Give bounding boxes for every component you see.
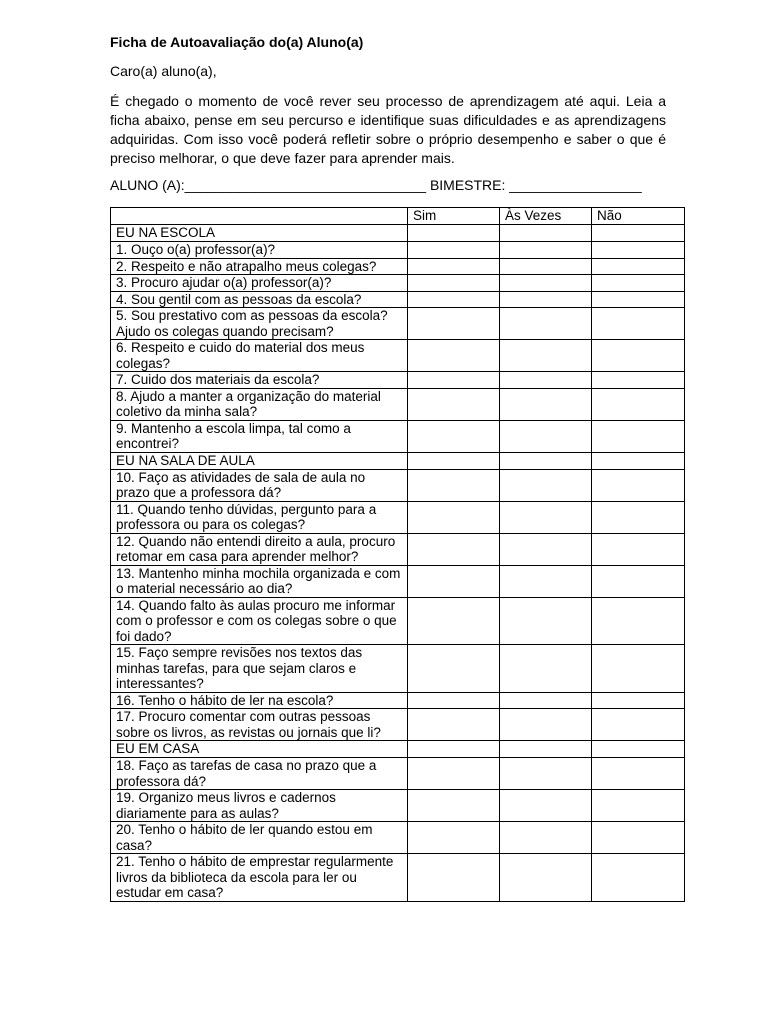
question-text: 11. Quando tenho dúvidas, pergunto para a professora ou para os colegas? [111,501,408,533]
answer-cell-sim[interactable] [408,822,500,854]
table-row [111,308,685,340]
answer-cell-nao[interactable] [592,565,685,597]
table-row [111,709,685,741]
answer-cell-sim[interactable] [408,709,500,741]
question-text: 9. Mantenho a escola limpa, tal como a encontrei? [111,420,408,452]
question-text: 4. Sou gentil com as pessoas da escola? [111,291,408,308]
table-row [111,597,685,645]
question-text: 21. Tenho o hábito de emprestar regularmente livros da biblioteca da escola para ler ou estudar em casa? [111,854,408,902]
answer-cell-as-vezes[interactable] [500,242,592,259]
answer-cell-sim[interactable] [408,469,500,501]
question-text: 13. Mantenho minha mochila organizada e com o material necessário ao dia? [111,565,408,597]
table-row [111,242,685,259]
question-text: 3. Procuro ajudar o(a) professor(a)? [111,275,408,292]
answer-cell-sim[interactable] [408,758,500,790]
answer-cell-as-vezes[interactable] [500,645,592,693]
answer-cell-sim[interactable] [408,308,500,340]
question-text: 2. Respeito e não atrapalho meus colegas? [111,258,408,275]
answer-cell-nao[interactable] [592,291,685,308]
answer-cell-sim[interactable] [408,692,500,709]
answer-cell-as-vezes[interactable] [500,692,592,709]
answer-cell-as-vezes[interactable] [500,741,592,758]
question-text: 17. Procuro comentar com outras pessoas sobre os livros, as revistas ou jornais que li? [111,709,408,741]
table-body [111,225,685,902]
answer-cell-nao[interactable] [592,854,685,902]
answer-cell-sim[interactable] [408,452,500,469]
table-row [111,501,685,533]
answer-cell-as-vezes[interactable] [500,597,592,645]
answer-cell-sim[interactable] [408,565,500,597]
answer-cell-sim[interactable] [408,645,500,693]
answer-cell-nao[interactable] [592,645,685,693]
answer-cell-nao[interactable] [592,758,685,790]
section-header-row [111,741,685,758]
question-text: 1. Ouço o(a) professor(a)? [111,242,408,259]
answer-cell-nao[interactable] [592,501,685,533]
answer-cell-as-vezes[interactable] [500,709,592,741]
answer-cell-nao[interactable] [592,692,685,709]
section-header-row [111,225,685,242]
table-row [111,275,685,292]
table-row [111,340,685,372]
document-title: Ficha de Autoavaliação do(a) Aluno(a) [110,34,364,50]
table-row [111,258,685,275]
table-row [111,388,685,420]
answer-cell-as-vezes[interactable] [500,565,592,597]
table-row [111,420,685,452]
answer-cell-as-vezes[interactable] [500,533,592,565]
answer-cell-nao[interactable] [592,533,685,565]
question-text: 12. Quando não entendi direito a aula, procuro retomar em casa para aprender melhor? [111,533,408,565]
table-row [111,758,685,790]
answer-cell-nao[interactable] [592,340,685,372]
question-text: 5. Sou prestativo com as pessoas da escola? Ajudo os colegas quando precisam? [111,308,408,340]
answer-cell-sim[interactable] [408,741,500,758]
header-sim: Sim [408,208,500,225]
question-text: 19. Organizo meus livros e cadernos diariamente para as aulas? [111,790,408,822]
table-row [111,565,685,597]
answer-cell-sim[interactable] [408,225,500,242]
answer-cell-as-vezes[interactable] [500,291,592,308]
header-nao: Não [592,208,685,225]
header-as-vezes: Às Vezes [500,208,592,225]
section-title: EU NA ESCOLA [111,225,408,242]
answer-cell-nao[interactable] [592,741,685,758]
answer-cell-sim[interactable] [408,340,500,372]
answer-cell-nao[interactable] [592,790,685,822]
question-text: 7. Cuido dos materiais da escola? [111,372,408,389]
answer-cell-as-vezes[interactable] [500,420,592,452]
section-title: EU NA SALA DE AULA [111,452,408,469]
table-row [111,854,685,902]
question-text: 14. Quando falto às aulas procuro me informar com o professor e com os colegas sobre o que foi dado? [111,597,408,645]
table-header-row [111,208,685,225]
answer-cell-sim[interactable] [408,790,500,822]
question-text: 6. Respeito e cuido do material dos meus colegas? [111,340,408,372]
answer-cell-as-vezes[interactable] [500,258,592,275]
answer-cell-sim[interactable] [408,501,500,533]
table-row [111,790,685,822]
header-question-cell [111,208,408,225]
answer-cell-as-vezes[interactable] [500,501,592,533]
question-text: 8. Ajudo a manter a organização do material coletivo da minha sala? [111,388,408,420]
answer-cell-as-vezes[interactable] [500,452,592,469]
answer-cell-nao[interactable] [592,372,685,389]
greeting: Caro(a) aluno(a), [110,63,217,79]
answer-cell-as-vezes[interactable] [500,308,592,340]
intro-paragraph: É chegado o momento de você rever seu processo de aprendizagem até aqui. Leia a ficha abaixo, pense em seu percurso e identifique suas dificuldades e as aprendizagens adquiridas. Com isso você poderá refletir sobre o próprio desempenho e saber o que é preciso melhorar, o que deve fazer para aprender mais. [110,93,666,166]
table-row [111,645,685,693]
answer-cell-sim[interactable] [408,291,500,308]
answer-cell-nao[interactable] [592,242,685,259]
question-text: 16. Tenho o hábito de ler na escola? [111,692,408,709]
student-name-field: ALUNO (A):_______________________________ [110,177,427,193]
answer-cell-sim[interactable] [408,420,500,452]
answer-cell-as-vezes[interactable] [500,275,592,292]
answer-cell-sim[interactable] [408,533,500,565]
answer-cell-nao[interactable] [592,308,685,340]
answer-cell-as-vezes[interactable] [500,790,592,822]
answer-cell-nao[interactable] [592,258,685,275]
question-text: 15. Faço sempre revisões nos textos das minhas tarefas, para que sejam claros e interessantes? [111,645,408,693]
question-text: 20. Tenho o hábito de ler quando estou em casa? [111,822,408,854]
question-text: 10. Faço as atividades de sala de aula no prazo que a professora dá? [111,469,408,501]
answer-cell-nao[interactable] [592,275,685,292]
answer-cell-nao[interactable] [592,597,685,645]
table-row [111,533,685,565]
bimester-field: BIMESTRE: _________________ [429,177,642,193]
table-row [111,822,685,854]
answer-cell-sim[interactable] [408,242,500,259]
answer-cell-as-vezes[interactable] [500,388,592,420]
answer-cell-nao[interactable] [592,469,685,501]
section-title: EU EM CASA [111,741,408,758]
answer-cell-sim[interactable] [408,258,500,275]
answer-cell-nao[interactable] [592,225,685,242]
answer-cell-nao[interactable] [592,709,685,741]
section-header-row [111,452,685,469]
question-text: 18. Faço as tarefas de casa no prazo que a professora dá? [111,758,408,790]
answer-cell-nao[interactable] [592,420,685,452]
answer-cell-nao[interactable] [592,822,685,854]
answer-cell-as-vezes[interactable] [500,758,592,790]
answer-cell-as-vezes[interactable] [500,225,592,242]
self-evaluation-table [110,207,685,902]
table-row [111,692,685,709]
answer-cell-as-vezes[interactable] [500,372,592,389]
student-fields [110,177,642,193]
answer-cell-nao[interactable] [592,452,685,469]
answer-cell-sim[interactable] [408,372,500,389]
answer-cell-nao[interactable] [592,388,685,420]
table-row [111,372,685,389]
answer-cell-as-vezes[interactable] [500,340,592,372]
answer-cell-as-vezes[interactable] [500,854,592,902]
table-row [111,469,685,501]
answer-cell-as-vezes[interactable] [500,469,592,501]
answer-cell-sim[interactable] [408,597,500,645]
answer-cell-sim[interactable] [408,275,500,292]
table-row [111,291,685,308]
answer-cell-sim[interactable] [408,854,500,902]
answer-cell-sim[interactable] [408,388,500,420]
answer-cell-as-vezes[interactable] [500,822,592,854]
